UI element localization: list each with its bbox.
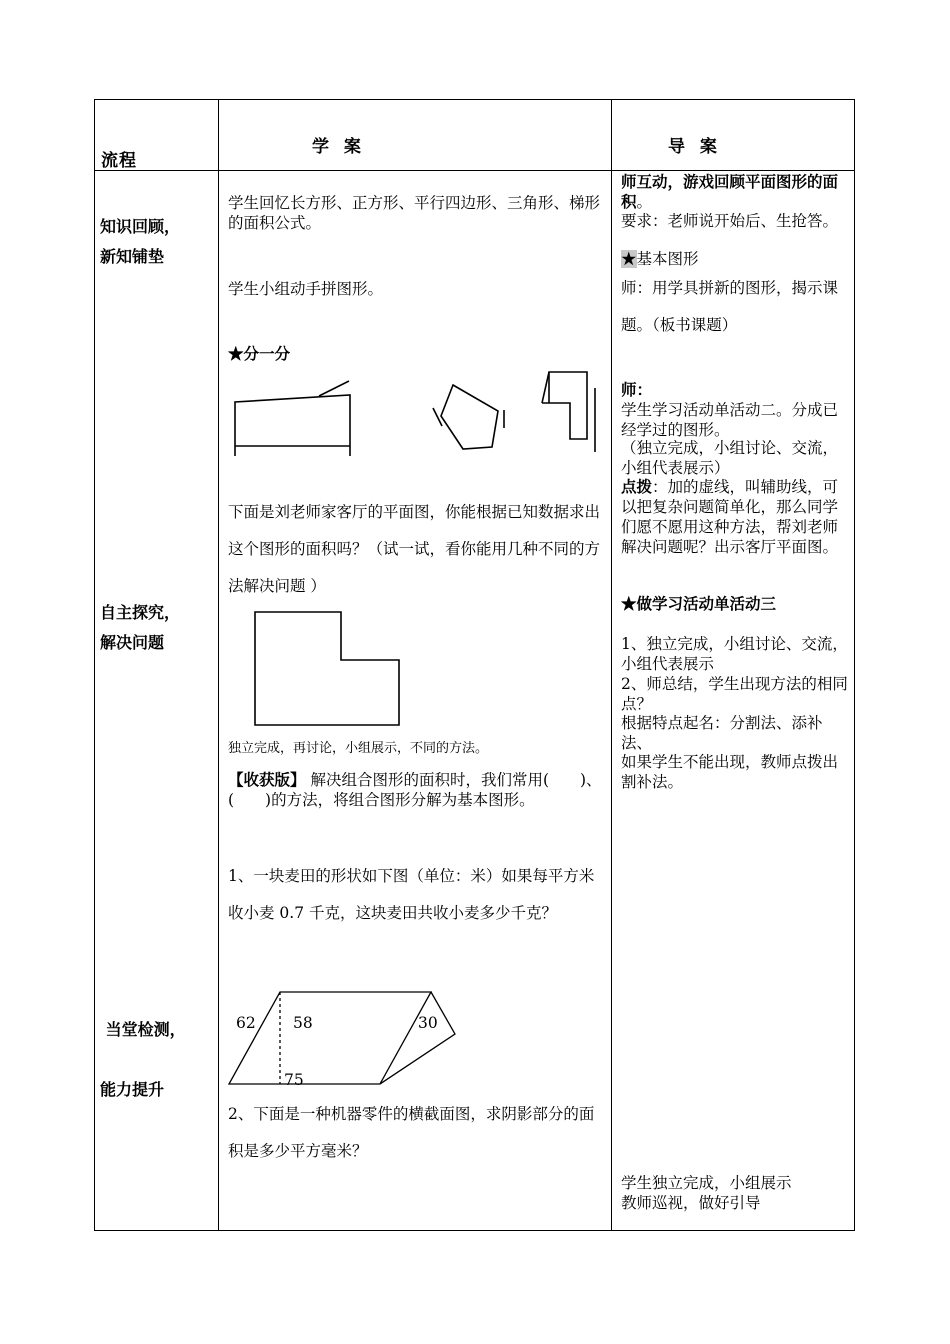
teacher-final-1: 学生独立完成，小组展示 <box>621 1174 792 1192</box>
wheat-triangle <box>380 992 455 1084</box>
teacher-activity2-note: （独立完成，小组讨论、交流，小组代表展示） <box>621 439 839 477</box>
header-flow: 流程 <box>101 151 137 171</box>
flow-test-line2: 能力提升 <box>100 1080 165 1099</box>
activity3-step2: 2、师总结，学生出现方法的相同点？ <box>621 675 848 713</box>
flow-review-line1: 知识回顾， <box>100 217 181 236</box>
column-divider-2 <box>611 100 612 1230</box>
basic-star-icon: ★ <box>621 250 637 268</box>
label-30: 30 <box>418 1014 438 1032</box>
harvest-label: 【收获版】 <box>228 770 306 789</box>
column-divider-1 <box>218 100 219 1230</box>
teacher-basic-shapes <box>621 249 849 269</box>
activity3-fallback: 如果学生不能出现，教师点拨出割补法。 <box>621 753 839 791</box>
teacher-interact <box>621 172 849 212</box>
flow-test <box>100 980 186 1140</box>
label-62: 62 <box>236 1014 256 1032</box>
activity3-title: ★做学习活动单活动三 <box>621 594 777 613</box>
teacher-interact-title: 师互动，游戏回顾平面图形的面积 <box>621 172 839 211</box>
flow-review <box>100 212 180 272</box>
flow-review-line2: 新知铺垫 <box>100 247 165 266</box>
activity3-step1: 1、独立完成，小组讨论、交流，小组代表展示 <box>621 635 848 673</box>
divide-title: ★分一分 <box>228 344 291 363</box>
teacher-activity2: 学生学习活动单活动二。分成已经学过的图形。 <box>621 401 839 439</box>
room-question: 下面是刘老师家客厅的平面图，你能根据已知数据求出这个图形的面积吗？（试一试，看你能用几种不同的方法解决问题 ） <box>228 503 601 595</box>
split-shapes-figure <box>228 372 608 467</box>
question-2: 2、下面是一种机器零件的横截面图，求阴影部分的面积是多少平方毫米？ <box>228 1105 595 1160</box>
teacher-hint <box>621 477 849 557</box>
question-1: 1、一块麦田的形状如下图（单位：米）如果每平方米收小麦 0.7 千克，这块麦田共收小麦多少千克？ <box>228 867 595 922</box>
student-recall: 学生回忆长方形、正方形、平行四边形、三角形、梯形的面积公式。 <box>228 194 601 232</box>
flow-explore-line2: 解决问题 <box>100 633 165 652</box>
teacher-label: 师： <box>621 380 653 399</box>
activity3-naming: 根据特点起名：分割法、添补法、 <box>621 714 823 752</box>
harvest-text: 解决组合图形的面积时，我们常用( )、( )的方法，将组合图形分解为基本图形。 <box>228 771 602 809</box>
flow-explore-line1: 自主探究， <box>100 603 181 622</box>
header-teacher-plan: 导 案 <box>668 137 718 157</box>
flow-explore <box>100 598 180 658</box>
label-58: 58 <box>293 1014 313 1032</box>
split-shape-1-cut <box>319 381 349 396</box>
split-shape-2-mark-left <box>433 408 442 426</box>
teacher-interact-end: 。 <box>636 193 653 211</box>
flow-test-line1: 当堂检测， <box>100 1020 186 1039</box>
header-student-plan: 学 案 <box>312 137 362 157</box>
header-divider <box>95 170 854 171</box>
label-75: 75 <box>284 1071 304 1089</box>
teacher-requirement: 要求：老师说开始后、生抢答。 <box>621 212 839 230</box>
room-note: 独立完成，再讨论，小组展示，不同的方法。 <box>228 741 489 756</box>
room-l-shape <box>255 612 399 725</box>
room-floor-plan <box>254 610 404 730</box>
student-handson: 学生小组动手拼图形。 <box>228 280 384 298</box>
teacher-final-2: 教师巡视，做好引导 <box>621 1194 761 1212</box>
split-shape-2 <box>441 385 498 449</box>
basic-shapes-text: 基本图形 <box>636 250 699 268</box>
teacher-reveal: 师：用学具拼新的图形，揭示课题。（板书课题） <box>621 279 839 334</box>
wheat-field-figure <box>228 990 468 1090</box>
hint-label: 点拨 <box>621 477 653 496</box>
harvest-block <box>228 770 606 810</box>
split-shape-1 <box>235 395 350 456</box>
hint-text: ：加的虚线，叫辅助线，可以把复杂问题简单化，那么同学们愿不愿用这种方法，帮刘老师解决问题呢？出示客厅平面图。 <box>621 478 839 556</box>
